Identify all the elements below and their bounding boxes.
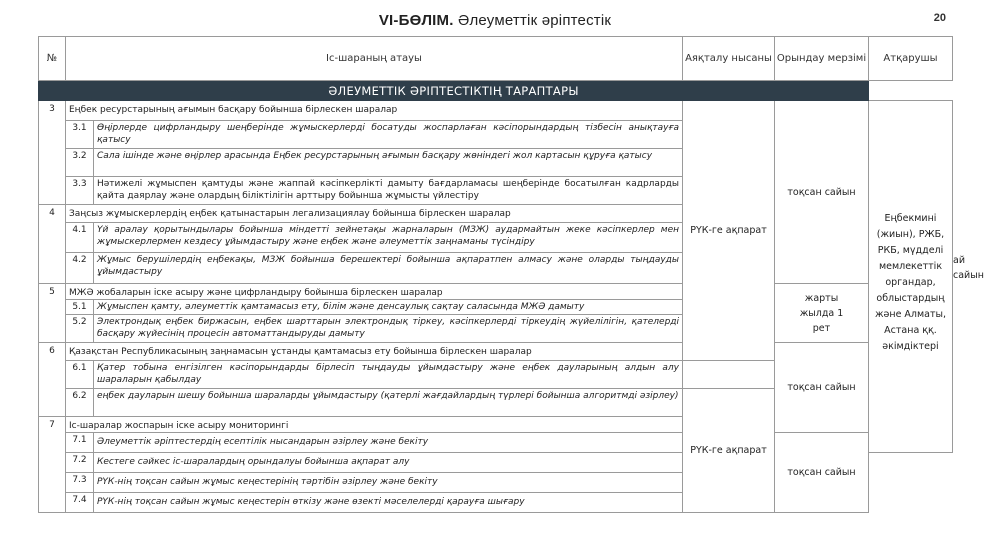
header-deadline: Орындау мерзімі <box>775 37 869 81</box>
header-executor: Атқарушы <box>869 37 953 81</box>
header-form: Аяқталу нысаны <box>683 37 775 81</box>
item-text: Әлеуметтік әріптестердің есептілік нысандарын әзірлеу және бекіту <box>94 433 683 453</box>
executor-cell: Еңбекмині (жиын), РЖБ, РКБ, мүдделі мемлекеттік органдар, облыстардың және Алматы, Астана ққ. әкімдіктері <box>869 101 953 453</box>
item-text: Үй аралау қорытындылары бойынша міндетті зейнетақы жарналарын (МЗЖ) аудармайтын жеке кәсіпкерлер мен жұмыскерлермен кездесу ұйымдастыру және еңбек және әлеуметтік заңнаманы түсіндіру <box>94 223 683 253</box>
table-row <box>39 343 953 361</box>
section-title: Заңсыз жұмыскерлердің еңбек қатынастарын легализациялау бойынша бірлескен шаралар <box>66 205 683 223</box>
header-num: № <box>39 37 66 81</box>
item-number: 7.3 <box>66 473 94 493</box>
table-row <box>39 433 953 453</box>
action-plan-table <box>38 36 984 513</box>
item-text: Жұмыс берушілердің еңбекақы, МЗЖ бойынша берешектері бойынша ақпаратпен алмасу және оларды тыңдауды ұйымдастыру <box>94 253 683 284</box>
item-number: 4.2 <box>66 253 94 284</box>
item-text: еңбек дауларын шешу бойынша шараларды ұйымдастыру (қатерлі жағдайлардың түрлері бойынша алгоритмді әзірлеу) <box>94 389 683 417</box>
header-name: Іс-шараның атауы <box>66 37 683 81</box>
banner-row <box>39 81 953 101</box>
page-number: 20 <box>933 12 946 24</box>
section-title: Еңбек ресурстарының ағымын басқару бойынша бірлескен шаралар <box>66 101 683 121</box>
deadline-quarterly: тоқсан сайын <box>775 343 869 433</box>
section-number: 3 <box>39 101 66 205</box>
header-row <box>39 37 953 81</box>
deadline-semiannual: жарты жылда 1 рет <box>775 284 869 343</box>
table-row <box>39 284 953 300</box>
section-banner: ӘЛЕУМЕТТІК ӘРІПТЕСТІКТІҢ ТАРАПТАРЫ <box>39 81 869 101</box>
section-title: МЖӘ жобаларын іске асыру және цифрландыру бойынша бірлескен шаралар <box>66 284 683 300</box>
table-row: 4.2 Жұмыс берушілердің еңбекақы, МЗЖ бойынша берешектері бойынша ақпаратпен алмасу және оларды тыңдауды ұйымдастыру ай сайын <box>39 253 953 284</box>
item-number: 3.2 <box>66 149 94 177</box>
item-number: 4.1 <box>66 223 94 253</box>
deadline-quarterly: тоқсан сайын <box>775 101 869 284</box>
item-text: Жұмыспен қамту, әлеуметтік қамтамасыз ету, білім және денсаулық сақтау саласында МЖӘ дамыту <box>94 300 683 315</box>
item-number: 5.1 <box>66 300 94 315</box>
item-number: 6.1 <box>66 361 94 389</box>
item-text: Нәтижелі жұмыспен қамтуды және жаппай кәсіпкерлікті дамыту бағдарламасы шеңберінде босатылған кадрларды қайта даярлау және олардың біліктілігін арттыру бойынша жұмысты үйлестіру <box>94 177 683 205</box>
section-number: 5 <box>39 284 66 343</box>
completion-form-lower: РҮК-ге ақпарат <box>683 389 775 513</box>
item-text: РҮК-нің тоқсан сайын жұмыс кеңестерінің тәртібін әзірлеу және бекіту <box>94 473 683 493</box>
item-text: Өңірлерде цифрландыру шеңберінде жұмыскерлерді босатуды жоспарлаған кәсіпорындардың тізбесін анықтауға қатысу <box>94 121 683 149</box>
page-title: VI-БӨЛІМ. Әлеуметтік әріптестік <box>378 12 612 29</box>
table-row <box>39 101 953 121</box>
item-text: Сала ішінде және өңірлер арасында Еңбек ресурстарының ағымын басқару жөніндегі жол картасын құруға қатысу <box>94 149 683 177</box>
item-text: Кестеге сәйкес іс-шаралардың орындалуы бойынша ақпарат алу <box>94 453 683 473</box>
item-number: 3.3 <box>66 177 94 205</box>
deadline-quarterly: тоқсан сайын <box>775 433 869 513</box>
item-number: 6.2 <box>66 389 94 417</box>
completion-form-upper: РҮК-ге ақпарат <box>683 101 775 361</box>
item-number: 7.1 <box>66 433 94 453</box>
item-text: РҮК-нің тоқсан сайын жұмыс кеңестерін өткізу және өзекті мәселелерді қарауға шығару <box>94 493 683 513</box>
item-text: Электрондық еңбек биржасын, еңбек шарттарын электрондық тіркеу, кәсіпкерлерді тіркеудің жүйелілігін, қателерді басқару жүйесінің процесін автоматтандыруды дамыту <box>94 315 683 343</box>
item-number: 7.4 <box>66 493 94 513</box>
section-title: Іс-шаралар жоспарын іске асыру мониторингі <box>66 417 683 433</box>
item-number: 5.2 <box>66 315 94 343</box>
item-number: 7.2 <box>66 453 94 473</box>
section-title: Қазақстан Республикасының заңнамасын ұстанды қамтамасыз ету бойынша бірлескен шаралар <box>66 343 683 361</box>
section-number: 7 <box>39 417 66 513</box>
section-number: 6 <box>39 343 66 417</box>
section-number: 4 <box>39 205 66 284</box>
item-text: Қатер тобына енгізілген кәсіпорындарды бірлесіп тыңдауды ұйымдастыру және еңбек дауларының алдын алу шараларын қабылдау <box>94 361 683 389</box>
item-number: 3.1 <box>66 121 94 149</box>
